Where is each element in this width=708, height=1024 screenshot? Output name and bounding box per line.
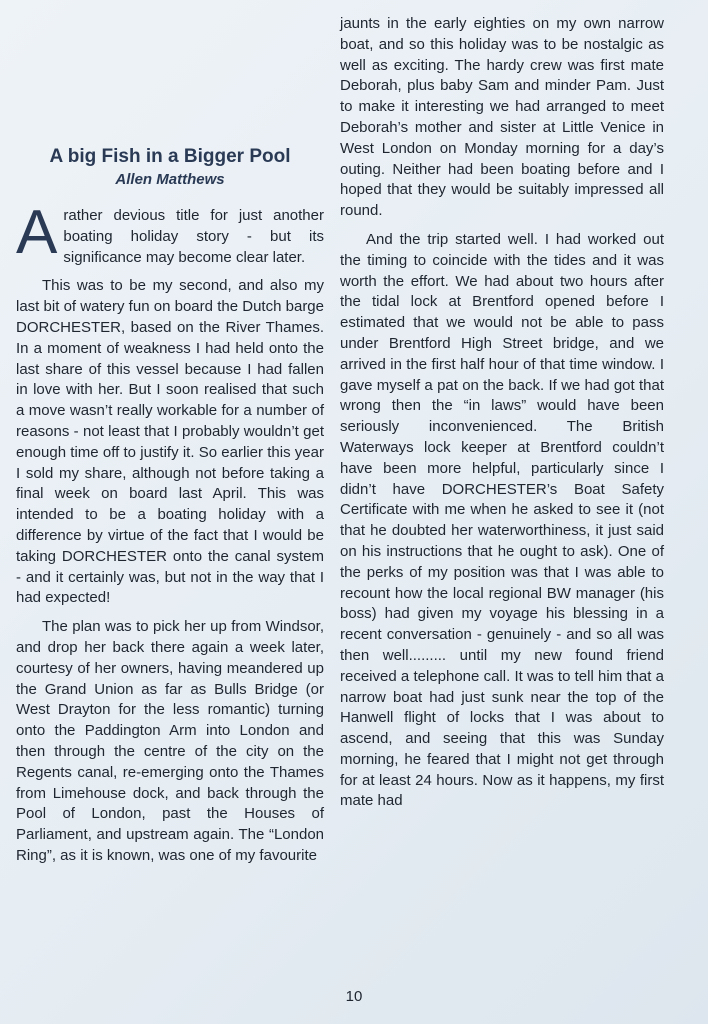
drop-cap: A bbox=[16, 198, 58, 267]
opening-paragraph-text: rather devious title for just another boating holiday story - but its significance may become clear later. bbox=[63, 207, 324, 266]
page-number: 10 bbox=[345, 988, 363, 1005]
paragraph-2: This was to be my second, and also my last bit of watery fun on board the Dutch barge DORCHESTER, based on the River Thames. In a moment of weakness I had held onto the last share of this vessel because I had fallen in love with her. But I soon realised that such a move wasn’t really workable for a number of reasons - not least that I probably wouldn’t get enough time off to justify it. So earlier this year I sold my share, although not before taking a final week on board last April. This was intended to be a boating holiday with a difference by virtue of the fact that I would be taking DORCHESTER onto the canal system - and it certainly was, but not in the way that I had expected! bbox=[16, 277, 324, 607]
opening-paragraph bbox=[16, 198, 324, 268]
left-column bbox=[16, 140, 324, 867]
article-author: Allen Matthews bbox=[115, 171, 225, 188]
paragraph-4: And the trip started well. I had worked out the timing to coincide with the tides and it was worth the effort. We had about two hours after the tidal lock at Brentford opened before I estimated that we would not be able to pass under Brentford High Street bridge, and we arrived in the first half hour of that time window. I gave myself a pat on the back. If we had got that wrong then the “in laws” would have been seriously inconvenienced. The British Waterways lock keeper at Brentford couldn’t have been more helpful, particularly since I didn’t have DORCHESTER’s Boat Safety Certificate with me when he asked to see it (not that he doubted her waterworthiness, it just said on his instructions that he ought to ask). One of the perks of my position was that I was able to recount how the local regional BW manager (his boss) had given my voyage his blessing in a recent conversation - genuinely - and so all was then well......... until my new found friend received a telephone call. It was to tell him that a narrow boat had just sunk near the top of the Hanwell flight of locks that I was about to ascend, and seeing that this was Sunday morning, he feared that I might not get through for at least 24 hours. Now as it happens, my first mate had bbox=[340, 230, 664, 810]
paragraph-3: The plan was to pick her up from Windsor, and drop her back there again a week later, courtesy of her owners, having meandered up the Grand Union as far as Bulls Bridge (or West Drayton for the less romantic) turning onto the Paddington Arm into London and then through the centre of the city on the Regents canal, re-emerging onto the Thames from Limehouse dock, and back through the Pool of London, past the Houses of Parliament, and upstream again. The “London Ring”, as it is known, was one of my favourite bbox=[16, 618, 324, 864]
article-title: A big Fish in a Bigger Pool bbox=[49, 146, 291, 167]
right-column bbox=[340, 14, 664, 812]
paragraph-3-continued: jaunts in the early eighties on my own narrow boat, and so this holiday was to be nostalgic as well as exciting. The hardy crew was first mate Deborah, plus baby Sam and minder Pam. Just to make it interesting we had arranged to meet Deborah’s mother and sister at Little Venice in West London on Monday morning for a day’s outing. Neither had been boating before and I hoped that they would be suitably impressed all round. bbox=[340, 15, 664, 220]
